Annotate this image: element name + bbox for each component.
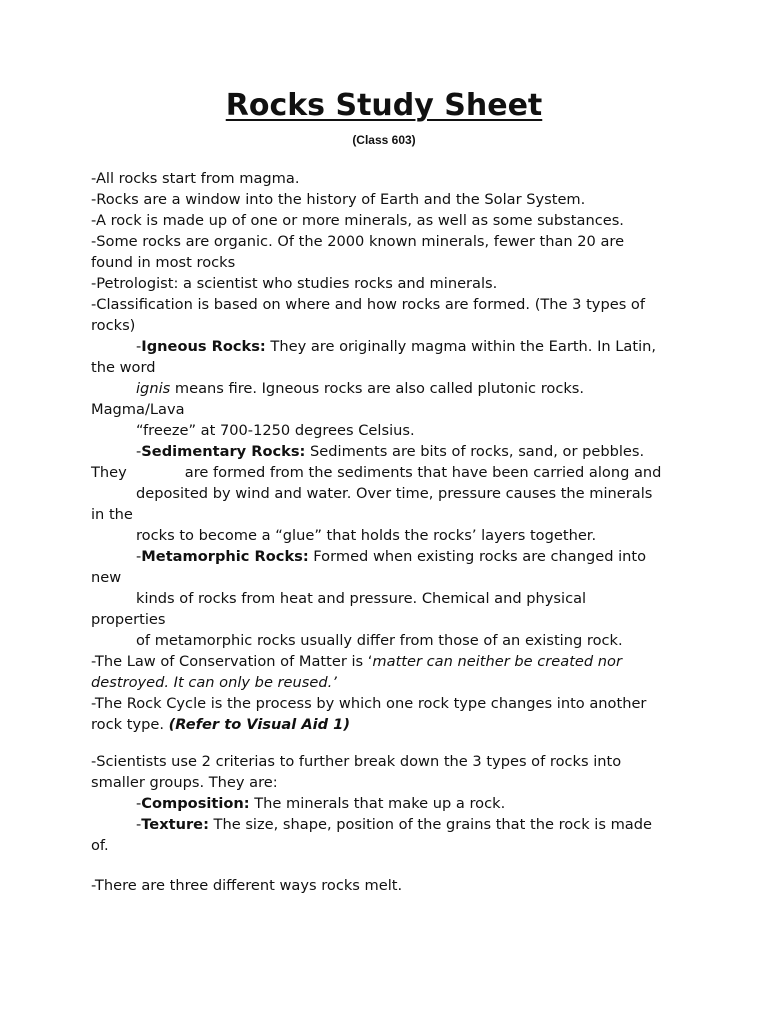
ignis-text: means fire. Igneous rocks are also called plutonic rocks.: [170, 380, 585, 397]
body-line: new: [91, 569, 122, 586]
sedimentary-line: [136, 441, 748, 462]
body-line: the word: [91, 359, 156, 376]
igneous-definition: They are originally magma within the Earth. In Latin,: [265, 338, 657, 355]
texture-definition: The size, shape, position of the grains that the rock is made: [208, 816, 652, 833]
dash: -: [136, 795, 142, 812]
body-line: -The Rock Cycle is the process by which one rock type changes into another: [91, 695, 647, 712]
line-start: They: [91, 464, 127, 481]
sedimentary-term: Sedimentary Rocks:: [141, 443, 306, 460]
body-line: [91, 462, 748, 483]
body-line: -Classification is based on where and how rocks are formed. (The 3 types of: [91, 296, 645, 313]
rock-cycle-line: [91, 714, 748, 735]
texture-line: [136, 814, 748, 835]
metamorphic-term: Metamorphic Rocks:: [141, 548, 309, 565]
body-line: found in most rocks: [91, 254, 236, 271]
igneous-line: [136, 378, 748, 399]
visual-aid-reference: (Refer to Visual Aid 1): [168, 716, 350, 733]
conservation-quote: destroyed. It can only be reused.’: [91, 674, 337, 691]
conservation-quote: matter can neither be created nor: [372, 653, 622, 670]
body-line: rocks to become a “glue” that holds the rocks’ layers together.: [136, 527, 597, 544]
conservation-text: -The Law of Conservation of Matter is ‘: [91, 653, 373, 670]
body-line: -A rock is made up of one or more minerals, as well as some substances.: [91, 212, 624, 229]
body-line: -Petrologist: a scientist who studies rocks and minerals.: [91, 275, 498, 292]
body-line: properties: [91, 611, 166, 628]
body-line: Magma/Lava: [91, 401, 185, 418]
igneous-line: [136, 336, 748, 357]
body-line: deposited by wind and water. Over time, pressure causes the minerals: [136, 485, 653, 502]
sedimentary-definition: Sediments are bits of rocks, sand, or pebbles.: [305, 443, 645, 460]
body-line: kinds of rocks from heat and pressure. Chemical and physical: [136, 590, 587, 607]
composition-definition: The minerals that make up a rock.: [249, 795, 506, 812]
page-subtitle: (Class 603): [352, 133, 416, 147]
dash: -: [136, 338, 142, 355]
igneous-term: Igneous Rocks:: [141, 338, 266, 355]
body-line: of metamorphic rocks usually differ from those of an existing rock.: [136, 632, 623, 649]
page-title: Rocks Study Sheet: [225, 88, 543, 123]
metamorphic-definition: Formed when existing rocks are changed into: [308, 548, 647, 565]
body-line: in the: [91, 506, 133, 523]
dash: -: [136, 816, 142, 833]
texture-term: Texture:: [141, 816, 209, 833]
conservation-line: [91, 651, 748, 672]
metamorphic-line: [136, 546, 748, 567]
composition-term: Composition:: [141, 795, 250, 812]
dash: -: [136, 548, 142, 565]
rock-cycle-text: rock type.: [91, 716, 169, 733]
body-line: rocks): [91, 317, 136, 334]
line-rest: are formed from the sediments that have been carried along and: [184, 464, 662, 481]
body-line: smaller groups. They are:: [91, 774, 278, 791]
body-line: -There are three different ways rocks melt.: [91, 877, 403, 894]
composition-line: [136, 793, 748, 814]
body-line: -Rocks are a window into the history of Earth and the Solar System.: [91, 191, 586, 208]
ignis-term: ignis: [136, 380, 171, 397]
dash: -: [136, 443, 142, 460]
body-line: -All rocks start from magma.: [91, 170, 300, 187]
body-line: -Some rocks are organic. Of the 2000 known minerals, fewer than 20 are: [91, 233, 625, 250]
body-line: -Scientists use 2 criterias to further break down the 3 types of rocks into: [91, 753, 622, 770]
body-line: “freeze” at 700-1250 degrees Celsius.: [136, 422, 415, 439]
body-line: of.: [91, 837, 109, 854]
